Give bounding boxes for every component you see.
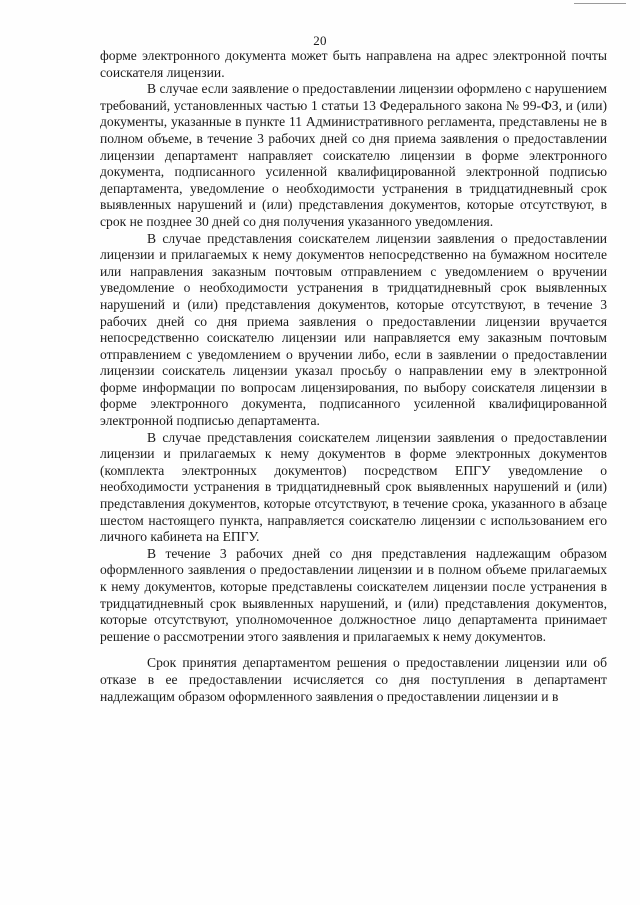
paragraph-violation-notice-epgu: В случае представления соискателем лицензии заявления о предоставлении лицензии и прилагаемых к нему документов в форме электронных документов (комплекта электронных документов) посредством ЕПГУ уведомление о необходимости устранения в тридцатидневный срок выявленных нарушений и (или) представления документов, которые отсутствуют, в течение срока, указанного в абзаце шестом настоящего пункта, направляется соискателю лицензии с использованием его личного кабинета на ЕПГУ. <box>100 429 607 545</box>
paragraph-review-decision: В течение 3 рабочих дней со дня представления надлежащим образом оформленного заявления о предоставлении лицензии и в полном объеме прилагаемых к нему документов, которые представлены соискателем лицензии после устранения в тридцатидневный срок выявленных нарушений, и (или) представления документов, которые отсутствуют, уполномоченное должностное лицо департамента принимает решение о рассмотрении этого заявления и прилагаемых к нему документов. <box>100 545 607 644</box>
paragraph-decision-term: Срок принятия департаментом решения о предоставлении лицензии или об отказе в ее предоставлении исчисляется со дня поступления в департамент надлежащим образом оформленного заявления о предоставлении лицензии и в <box>100 655 607 704</box>
document-body <box>100 48 607 705</box>
scan-artifact-line <box>574 3 626 4</box>
paragraph-continuation: форме электронного документа может быть направлена на адрес электронной почты соискателя лицензии. <box>100 48 607 80</box>
paragraph-violation-notice-paper: В случае представления соискателем лицензии заявления о предоставлении лицензии и прилагаемых к нему документов непосредственно на бумажном носителе или направления заказным почтовым отправлением с уведомлением о вручении уведомление о необходимости устранения в тридцатидневный срок выявленных нарушений и (или) представления документов, которые отсутствуют, в течение 3 рабочих дней со дня приема заявления о предоставлении лицензии вручается непосредственно соискателю лицензии или направляется ему заказным почтовым отправлением с уведомлением о вручении либо, если в заявлении о предоставлении лицензии соискатель лицензии указал просьбу о направлении ему в электронной форме информации по вопросам лицензирования, по выбору соискателя лицензии в форме электронного документа, подписанного усиленной квалифицированной электронной подписью департамента. <box>100 230 607 429</box>
paragraph-violation-notice-electronic: В случае если заявление о предоставлении лицензии оформлено с нарушением требований, установленных частью 1 статьи 13 Федерального закона № 99-ФЗ, и (или) документы, указанные в пункте 11 Административного регламента, представлены не в полном объеме, в течение 3 рабочих дней со дня приема заявления о предоставлении лицензии департамент направляет соискателю лицензии в форме электронного документа, подписанного усиленной квалифицированной электронной подписью департамента, уведомление о необходимости устранения в тридцатидневный срок выявленных нарушений и (или) представления документов, которые отсутствуют, в срок не позднее 30 дней со дня получения указанного уведомления. <box>100 81 607 229</box>
page-number: 20 <box>313 33 327 48</box>
